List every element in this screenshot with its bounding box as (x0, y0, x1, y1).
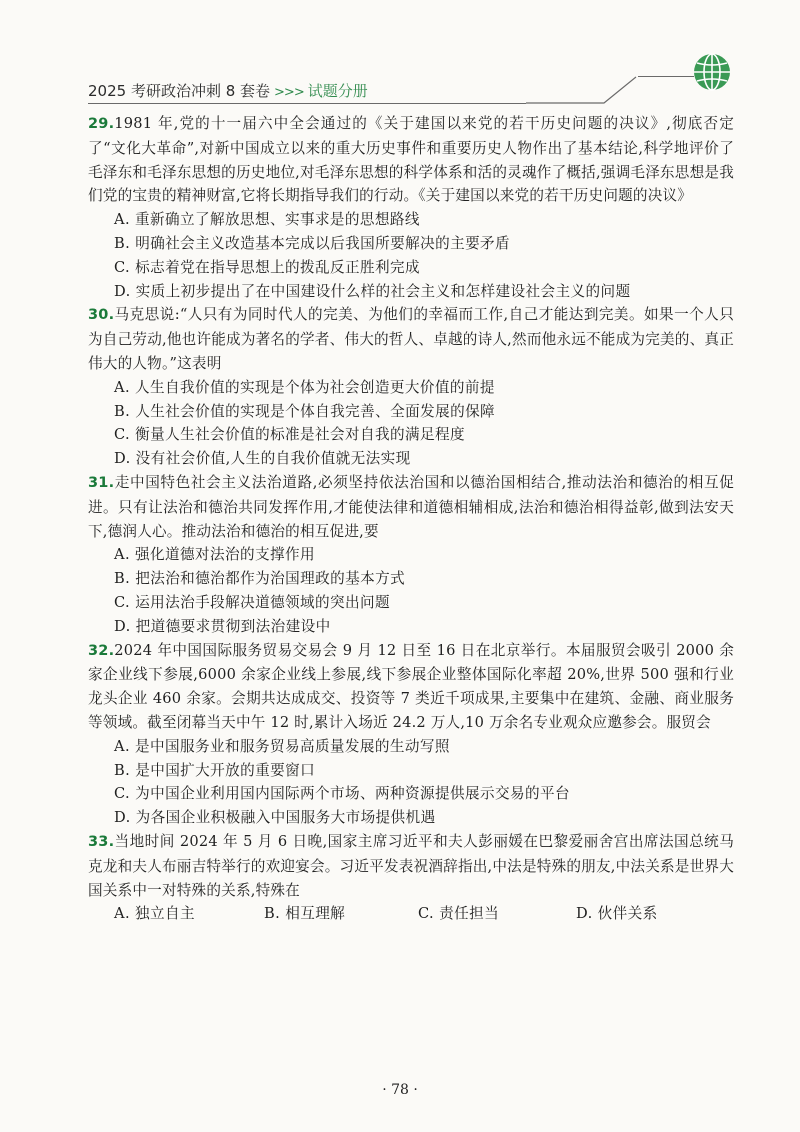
question-number: 31. (88, 474, 115, 491)
header-rule (88, 103, 526, 104)
question-number: 33. (88, 833, 115, 850)
header-rule-upper (638, 76, 694, 77)
question-list (88, 112, 734, 926)
option-c: C. 标志着党在指导思想上的拨乱反正胜利完成 (114, 258, 421, 276)
question-number: 30. (88, 307, 115, 324)
question-number: 32. (88, 642, 115, 659)
question-32 (88, 639, 734, 830)
option-row (88, 902, 734, 926)
page-number: · 78 · (382, 1082, 418, 1098)
option-a: A. 独立自主 (114, 905, 195, 923)
question-31 (88, 471, 734, 639)
header-subtitle: 试题分册 (307, 82, 368, 100)
option-b: B. 人生社会价值的实现是个体自我完善、全面发展的保障 (114, 402, 496, 420)
option-a: A. 人生自我价值的实现是个体为社会创造更大价值的前提 (114, 378, 495, 396)
option-d: D. 没有社会价值,人生的自我价值就无法实现 (114, 450, 411, 468)
question-29 (88, 112, 734, 303)
option-d: D. 为各国企业积极融入中国服务大市场提供机遇 (114, 809, 436, 827)
question-number: 29. (88, 116, 115, 132)
question-stem: 1981 年,党的十一届六中全会通过的《关于建国以来党的若干历史问题的决议》,彻底否定了“文化大革命”,对新中国成立以来的重大历史事件和重要历史人物作出了基本结论,科学地评价了毛泽东和毛泽东思想的历史地位,对毛泽东思想的科学体系和活的灵魂作了概括,强调毛泽东思想是我们党的宝贵的精神财富,它将长期指导我们的行动。《关于建国以来党的若干历史问题的决议》 (88, 115, 734, 205)
option-b: B. 相互理解 (264, 905, 346, 923)
option-a: A. 是中国服务业和服务贸易高质量发展的生动写照 (114, 737, 450, 755)
option-b: B. 是中国扩大开放的重要窗口 (114, 761, 316, 779)
option-d: D. 把道德要求贯彻到法治建设中 (114, 617, 331, 635)
question-30 (88, 303, 734, 471)
option-c: C. 衡量人生社会价值的标准是社会对自我的满足程度 (114, 426, 465, 444)
option-b: B. 明确社会主义改造基本完成以后我国所要解决的主要矛盾 (114, 234, 511, 252)
globe-logo-icon (692, 52, 732, 92)
header-book-title: 2025 考研政治冲刺 8 套卷 (88, 82, 271, 100)
option-c: C. 运用法治手段解决道德领域的突出问题 (114, 593, 391, 611)
option-d: D. 实质上初步提出了在中国建设什么样的社会主义和怎样建设社会主义的问题 (114, 282, 631, 300)
option-a: A. 重新确立了解放思想、实事求是的思想路线 (114, 211, 420, 229)
header-rule-slant (524, 76, 644, 104)
question-stem: 2024 年中国国际服务贸易交易会 9 月 12 日至 16 日在北京举行。本届服贸会吸引 2000 余家企业线下参展,6000 余家企业线上参展,线下参展企业整体国际化率超 20%,世界 500 强和行业龙头企业 460 余家。会期共达成成交、投资等 7 类近千项成果,主要集中在建筑、金融、商业服务等领域。截至闭幕当天中午 12 时,累计入场近 24.2 万人,10 万余名专业观众应邀参会。服贸会 (88, 641, 734, 731)
question-stem: 当地时间 2024 年 5 月 6 日晚,国家主席习近平和夫人彭丽媛在巴黎爱丽舍宫出席法国总统马克龙和夫人布丽吉特举行的欢迎宴会。习近平发表祝酒辞指出,中法是特殊的朋友,中法关系是世界大国关系中一对特殊的关系,特殊在 (88, 832, 734, 899)
option-b: B. 把法治和德治都作为治国理政的基本方式 (114, 570, 406, 588)
header-arrows: >>> (274, 85, 304, 100)
option-d: D. 伙伴关系 (576, 905, 658, 923)
question-stem: 马克思说:“人只有为同时代人的完美、为他们的幸福而工作,自己才能达到完美。如果一个人只为自己劳动,他也许能成为著名的学者、伟大的哲人、卓越的诗人,然而他永远不能成为完美的、真正伟大的人物。”这表明 (88, 306, 734, 372)
option-c: C. 为中国企业利用国内国际两个市场、两种资源提供展示交易的平台 (114, 785, 570, 803)
question-33 (88, 830, 734, 926)
option-c: C. 责任担当 (418, 905, 500, 923)
header-title (88, 80, 368, 101)
question-stem: 走中国特色社会主义法治道路,必须坚持依法治国和以德治国相结合,推动法治和德治的相互促进。只有让法治和德治共同发挥作用,才能使法律和道德相辅相成,法治和德治相得益彰,做到法安天下,德润人心。推动法治和德治的相互促进,要 (88, 473, 734, 540)
option-a: A. 强化道德对法治的支撑作用 (114, 546, 315, 564)
page-header (88, 76, 728, 108)
